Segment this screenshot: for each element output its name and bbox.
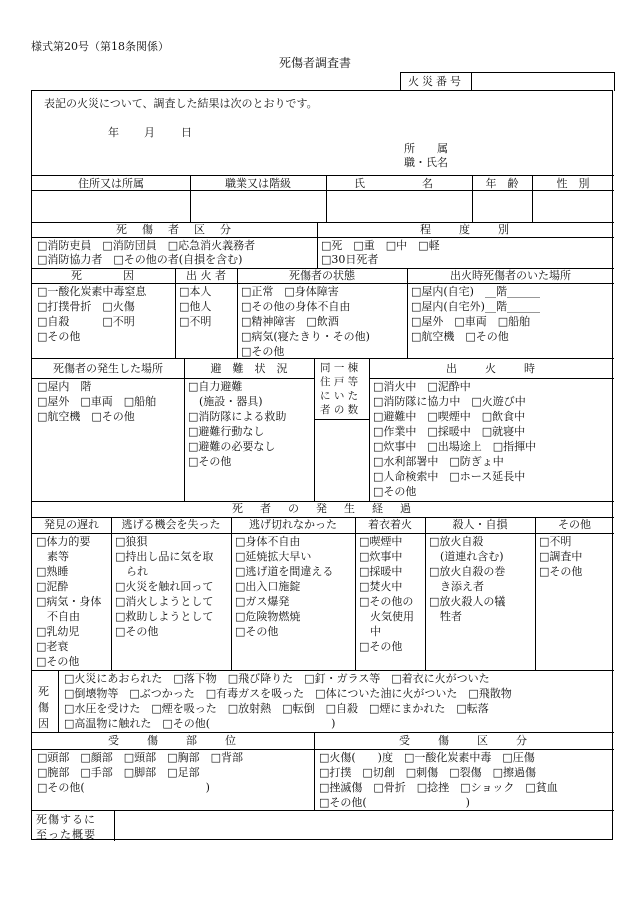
degree-header: 程 度 別 bbox=[420, 223, 511, 236]
at-fire-time-options[interactable]: □消火中 □泥酔中 □消防隊に協力中 □火遊び中 □避難中 □喫煙中 □飲食中 □作業中 □採暖中 □就寝中 □炊事中 □出場途上 □指揮中 □水利部署中 □防ぎょ中 □人命検索中 □ホース延長中 □その他 bbox=[373, 380, 537, 498]
injury-type-options[interactable]: □火傷( )度 □一酸化炭素中毒 □圧傷 □打撲 □切創 □刺傷 □裂傷 □擦過傷 □挫滅傷 □骨折 □捻挫 □ショック □貧血 □その他( ) bbox=[319, 751, 558, 809]
summary-label: 死傷するに 至った概要 bbox=[36, 813, 96, 841]
location-at-fire-header: 出火時死傷者のいた場所 bbox=[450, 269, 571, 282]
progress-col-2-options[interactable]: □狼狽 □持出し品に気を取 られ □火災を触れ回って □消火しようとして □救助しようとして □その他 bbox=[115, 535, 214, 638]
affiliation-label: 所 属 bbox=[404, 142, 448, 155]
progress-col-1-header: 発見の遅れ bbox=[44, 518, 99, 531]
sex-header: 性 別 bbox=[556, 177, 590, 190]
progress-col-5-options[interactable]: □放火自殺 (道連れ含む) □放火自殺の巻 き添え者 □放火殺人の犠 牲者 bbox=[429, 535, 506, 623]
month-label: 月 bbox=[144, 126, 155, 139]
victim-class-header: 死 傷 者 区 分 bbox=[116, 223, 233, 236]
progress-col-1-options[interactable]: □体力的要 素等 □熟睡 □泥酔 □病気・身体 不自由 □乳幼児 □老衰 □その他 bbox=[36, 535, 102, 668]
name-header-right: 名 bbox=[422, 177, 433, 190]
at-fire-time-header: 出 火 時 bbox=[446, 362, 537, 375]
intro-text: 表記の火災について、調査した結果は次のとおりです。 bbox=[44, 97, 318, 110]
form-frame bbox=[31, 90, 613, 840]
same-building-label: 同 一 棟 住 戸 等 に い た 者 の 数 bbox=[320, 362, 359, 416]
age-header: 年 齢 bbox=[485, 177, 519, 190]
victim-class-line1[interactable]: □消防吏員 □消防団員 □応急消火義務者 bbox=[37, 239, 256, 252]
cause-of-death-options[interactable]: □火災にあおられた □落下物 □飛び降りた □釘・ガラス等 □着衣に火がついた □倒壊物等 □ぶつかった □有毒ガスを吸った □体についた油に火がついた □飛散物 □水圧を受けた □煙を吸った □放射熱 □転倒 □自殺 □煙にまかれた □転落 □高温物に触れた □その他( ) bbox=[64, 672, 512, 730]
day-label: 日 bbox=[181, 126, 192, 139]
progress-col-3-options[interactable]: □身体不自由 □延焼拡大早い □逃げ道を間違える □出入口施錠 □ガス爆発 □危険物燃焼 □その他 bbox=[235, 535, 334, 638]
year-label: 年 bbox=[108, 126, 119, 139]
progress-col-3-header: 逃げ切れなかった bbox=[249, 518, 337, 531]
name-header-left: 氏 bbox=[354, 177, 365, 190]
fire-person-options[interactable]: □本人 □他人 □不明 bbox=[179, 285, 212, 328]
progress-col-2-header: 逃げる機会を失った bbox=[121, 518, 221, 531]
form-number: 様式第20号（第18条関係） bbox=[31, 40, 169, 53]
victim-class-line2[interactable]: □消防協力者 □その他の者(自損を含む) bbox=[37, 253, 243, 266]
evacuation-options[interactable]: □自力避難 (施設・器具) □消防隊による救助 □避難行動なし □避難の必要なし □その他 bbox=[188, 380, 287, 468]
injury-part-header: 受 傷 部 位 bbox=[108, 734, 238, 747]
degree-line1[interactable]: □死 □重 □中 □軽 bbox=[321, 239, 440, 252]
name-title-label: 職・氏名 bbox=[404, 156, 448, 169]
document-title: 死傷者調査書 bbox=[278, 56, 351, 70]
occurrence-place-header: 死傷者の発生した場所 bbox=[53, 362, 163, 375]
location-at-fire-options[interactable]: □屋内(自宅) __階______ □屋内(自宅外)__階______ □屋外 □車両 □船舶 □航空機 □その他 bbox=[411, 285, 540, 343]
fire-number-field[interactable] bbox=[472, 73, 614, 91]
occupation-header: 職業又は階級 bbox=[225, 177, 291, 190]
state-options[interactable]: □正常 □身体障害 □その他の身体不自由 □精神障害 □飲酒 □病気(寝たきり・その他) □その他 bbox=[241, 285, 370, 358]
progress-header: 死 者 の 発 生 経 過 bbox=[232, 502, 414, 515]
progress-col-4-header: 着衣着火 bbox=[368, 518, 412, 531]
progress-col-5-header: 殺人・自損 bbox=[452, 518, 508, 531]
state-header: 死傷者の状態 bbox=[289, 269, 355, 282]
injury-part-options[interactable]: □頭部 □顔部 □頸部 □胸部 □背部 □腕部 □手部 □脚部 □足部 □その他( ) bbox=[37, 751, 243, 794]
cause-options[interactable]: □一酸化炭素中毒窒息 □打撲骨折 □火傷 □自殺 □不明 □その他 bbox=[37, 285, 147, 343]
degree-line2[interactable]: □30日死者 bbox=[321, 253, 379, 266]
fire-number-label: 火災番号 bbox=[401, 73, 472, 91]
summary-field[interactable] bbox=[115, 811, 613, 840]
evacuation-header: 避 難 状 況 bbox=[210, 362, 288, 375]
occurrence-place-options[interactable]: □屋内 階 □屋外 □車両 □船舶 □航空機 □その他 bbox=[37, 380, 157, 423]
address-header: 住所又は所属 bbox=[78, 177, 144, 190]
fire-number-box bbox=[400, 72, 615, 91]
progress-col-4-options[interactable]: □喫煙中 □炊事中 □採暖中 □焚火中 □その他の 火気使用 中 □その他 bbox=[359, 535, 414, 653]
progress-col-6-options[interactable]: □不明 □調査中 □その他 bbox=[539, 535, 583, 578]
fire-person-header: 出 火 者 bbox=[186, 269, 226, 282]
cause-header: 死 因 bbox=[71, 269, 136, 282]
injury-type-header: 受 傷 区 分 bbox=[399, 734, 529, 747]
progress-col-6-header: その他 bbox=[558, 518, 591, 531]
cause-of-death-label: 死 傷 因 bbox=[38, 685, 49, 730]
